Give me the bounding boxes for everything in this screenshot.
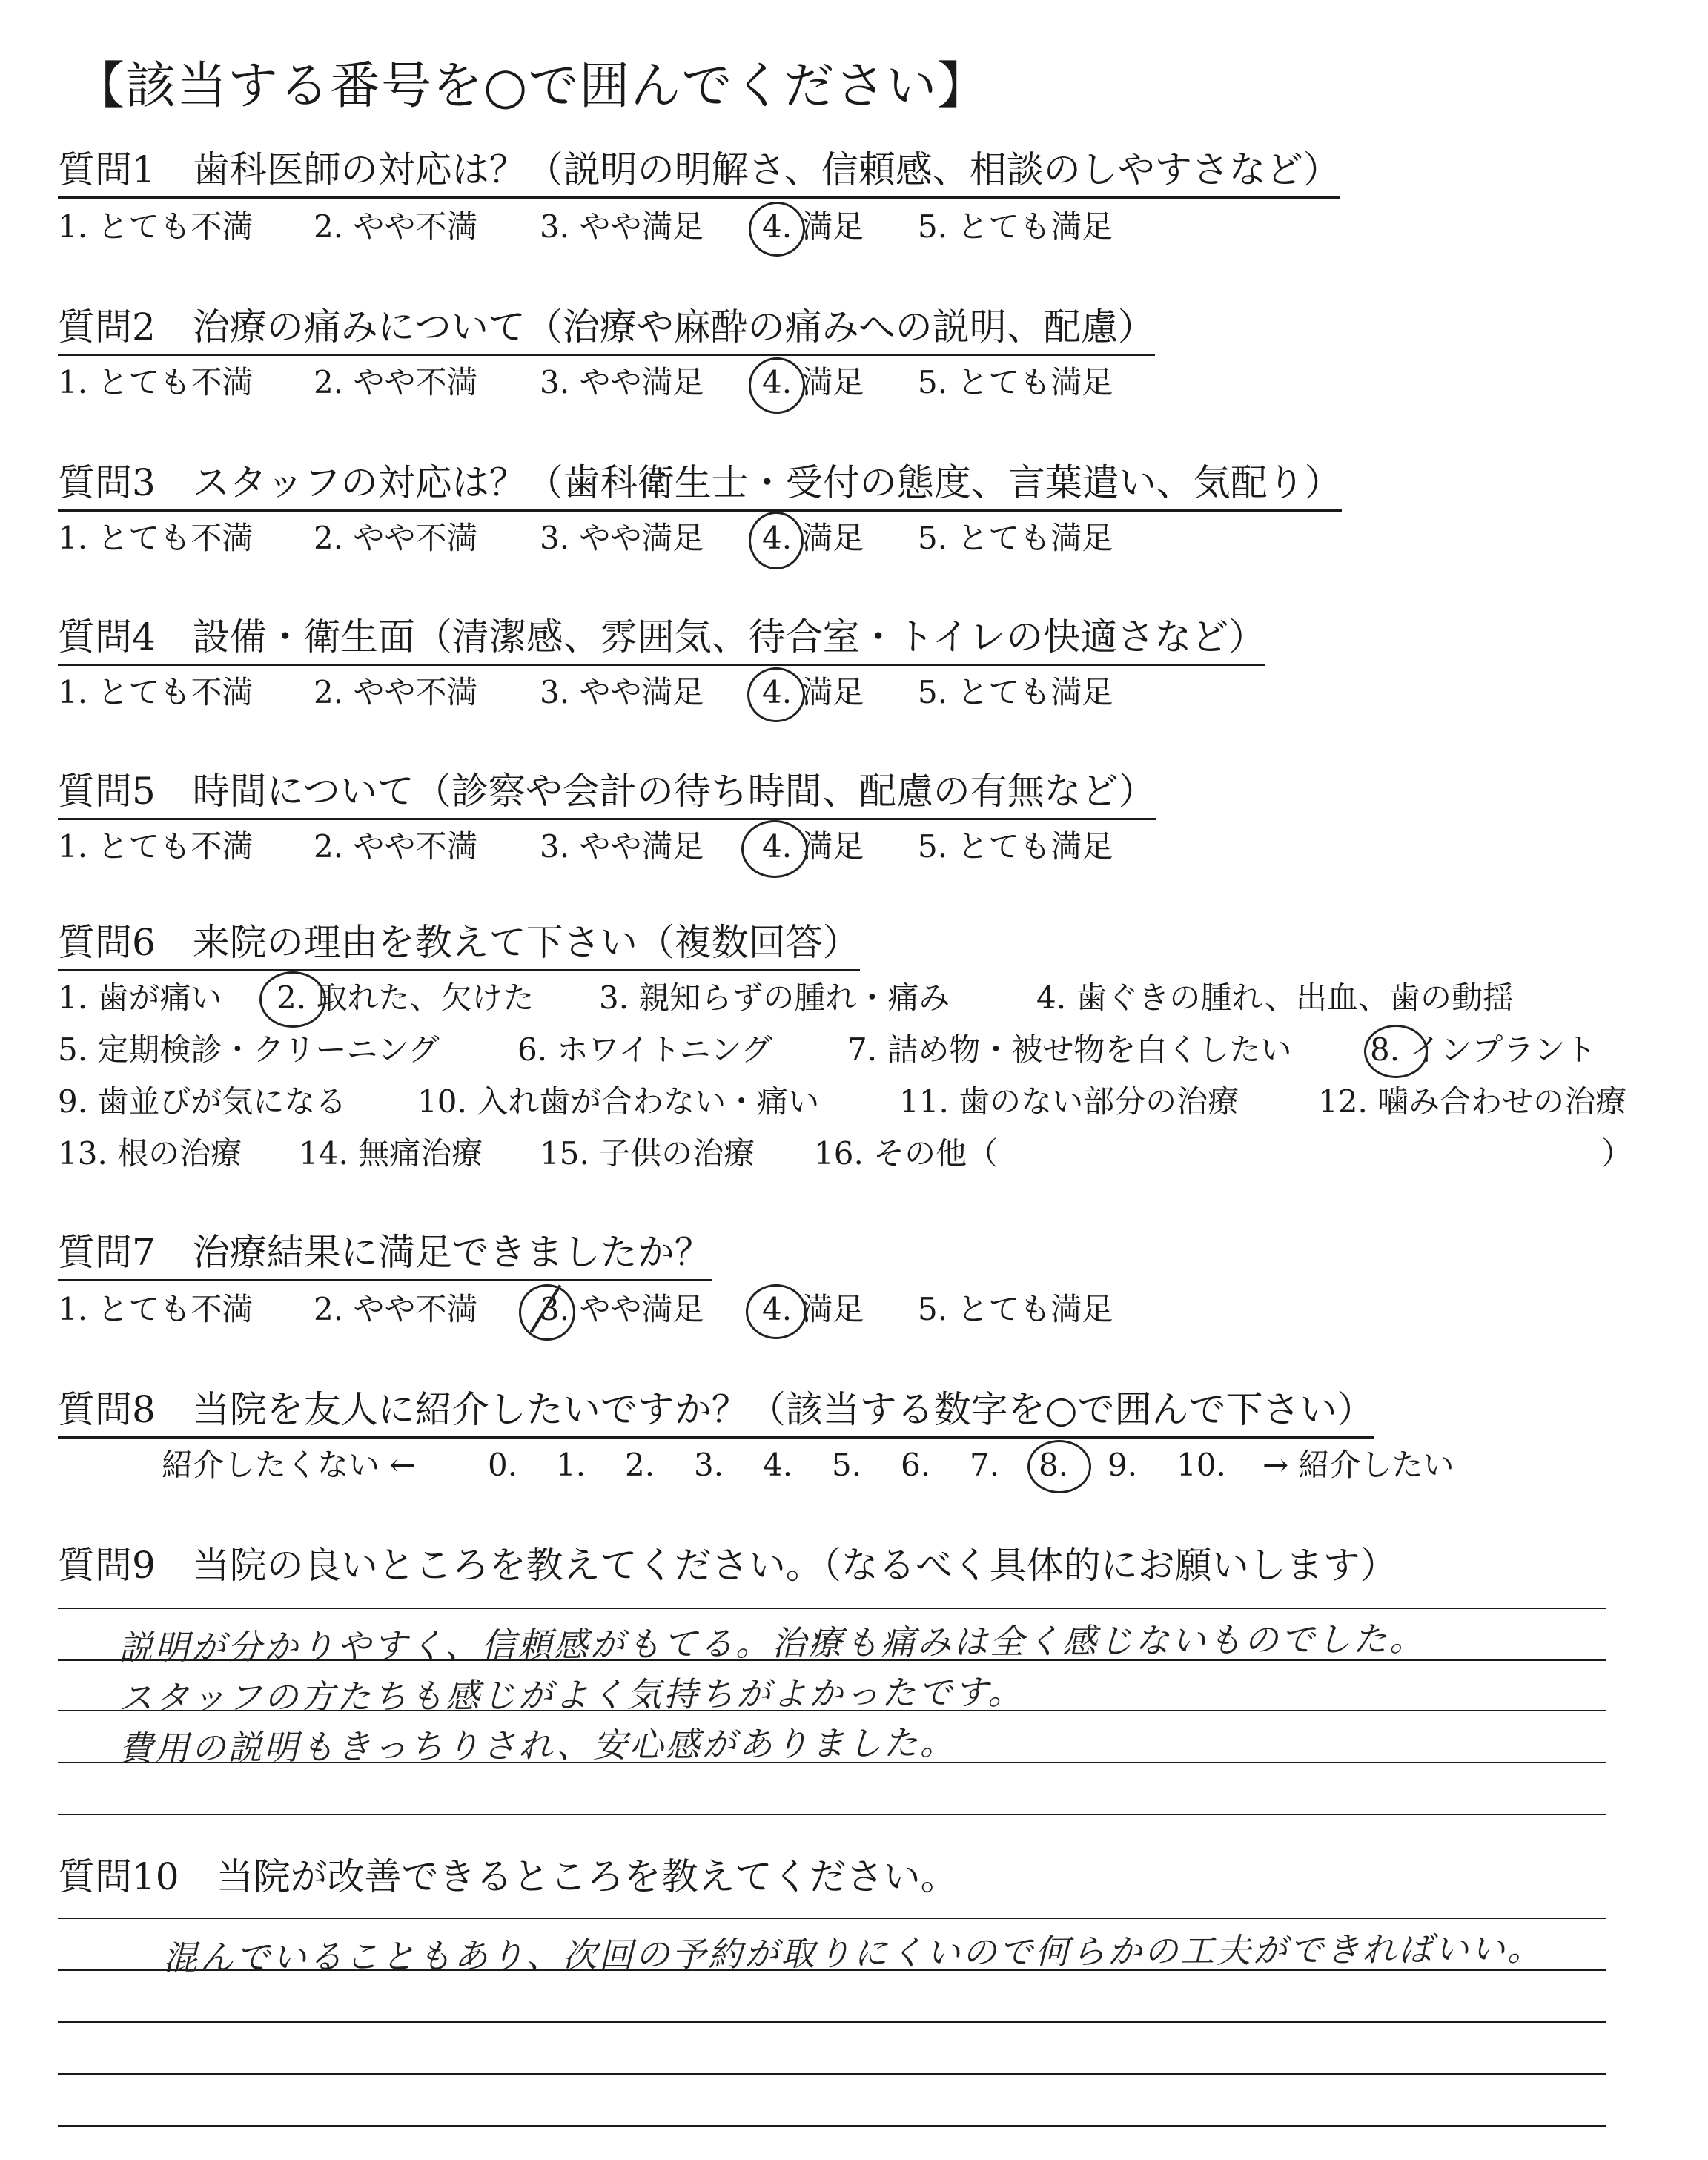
- q8-value-9[interactable]: 9.: [1108, 1447, 1138, 1483]
- q1-option-1[interactable]: 1. とても不満: [58, 208, 254, 245]
- q4-option-5[interactable]: 5. とても満足: [918, 674, 1113, 710]
- q4-option-3[interactable]: 3. やや満足: [540, 674, 704, 710]
- q7-heading: 質問7 治療結果に満足できましたか？: [58, 1229, 712, 1281]
- page-title: 【該当する番号を○で囲んでください】: [74, 57, 989, 116]
- q6-option-8[interactable]: 8. インプラント: [1370, 1031, 1597, 1068]
- q7-option-1[interactable]: 1. とても不満: [58, 1291, 254, 1327]
- q7-options: [58, 1289, 1318, 1330]
- q6-option-5[interactable]: 5. 定期検診・クリーニング: [58, 1031, 440, 1068]
- q8-value-8[interactable]: 8.: [1039, 1447, 1069, 1483]
- q8-value-1[interactable]: 1.: [556, 1447, 586, 1483]
- q8-value-3[interactable]: 3.: [694, 1447, 724, 1483]
- q2-option-1[interactable]: 1. とても不満: [58, 364, 254, 400]
- q6-option-10[interactable]: 10. 入れ歯が合わない・痛い: [417, 1083, 820, 1120]
- q3-heading: 質問3 スタッフの対応は？（歯科衛生士・受付の態度、言葉遣い、気配り）: [58, 460, 1342, 512]
- q6-option-14[interactable]: 14. 無痛治療: [299, 1135, 483, 1172]
- q5-options: [58, 826, 1318, 868]
- q2-option-2[interactable]: 2. やや不満: [314, 364, 478, 400]
- q4-options: [58, 672, 1318, 713]
- q6-option-13[interactable]: 13. 根の治療: [58, 1135, 242, 1172]
- q10-heading: 質問10 当院が改善できるところを教えてください。: [58, 1855, 958, 1898]
- q1-heading: 質問1 歯科医師の対応は？（説明の明解さ、信頼感、相談のしやすさなど）: [58, 147, 1340, 199]
- q6-heading: 質問6 来院の理由を教えて下さい（複数回答）: [58, 919, 860, 971]
- q8-heading: 質問8 当院を友人に紹介したいですか？（該当する数字を○で囲んで下さい）: [58, 1387, 1374, 1439]
- q6-option-11[interactable]: 11. 歯のない部分の治療: [899, 1083, 1239, 1120]
- q4-option-1[interactable]: 1. とても不満: [58, 674, 254, 710]
- q7-option-5[interactable]: 5. とても満足: [918, 1291, 1113, 1327]
- q5-heading: 質問5 時間について（診察や会計の待ち時間、配慮の有無など）: [58, 768, 1156, 820]
- q9-answer-line-2: スタッフの方たちも感じがよく気持ちがよかったです。: [118, 1671, 1025, 1719]
- q7-option-2[interactable]: 2. やや不満: [314, 1291, 478, 1327]
- q8-right-label: → 紹介したい: [1262, 1447, 1454, 1483]
- q6-other-close-paren: ）: [1601, 1135, 1633, 1172]
- q7-option-3[interactable]: 3. やや満足: [540, 1291, 704, 1327]
- q2-option-4[interactable]: 4. 満足: [762, 364, 864, 400]
- q3-option-4[interactable]: 4. 満足: [762, 520, 864, 556]
- q8-value-10[interactable]: 10.: [1176, 1447, 1226, 1483]
- q2-options: [58, 362, 1318, 403]
- q6-option-15[interactable]: 15. 子供の治療: [540, 1135, 755, 1172]
- q8-value-2[interactable]: 2.: [625, 1447, 655, 1483]
- q10-rule-1: [58, 1918, 1606, 1919]
- q2-heading: 質問2 治療の痛みについて（治療や麻酔の痛みへの説明、配慮）: [58, 304, 1155, 356]
- q3-option-1[interactable]: 1. とても不満: [58, 520, 254, 556]
- q1-option-5[interactable]: 5. とても満足: [918, 208, 1113, 245]
- q5-option-5[interactable]: 5. とても満足: [918, 828, 1113, 865]
- q2-option-3[interactable]: 3. やや満足: [540, 364, 704, 400]
- q4-option-4[interactable]: 4. 満足: [762, 674, 864, 710]
- q8-value-0[interactable]: 0.: [488, 1447, 518, 1483]
- q10-answer-line-1: 混んでいることもあり、次回の予約が取りにくいので何らかの工夫ができればいい。: [162, 1928, 1544, 1978]
- q6-row-3: [58, 1081, 1652, 1123]
- q10-rule-3: [58, 2021, 1606, 2023]
- q10-rule-5: [58, 2125, 1606, 2127]
- q9-rule-1: [58, 1608, 1606, 1609]
- q1-options: [58, 206, 1318, 248]
- q8-scale: [58, 1444, 1540, 1486]
- q6-option-12[interactable]: 12. 噛み合わせの治療: [1318, 1083, 1627, 1120]
- q5-option-2[interactable]: 2. やや不満: [314, 828, 478, 865]
- q6-option-2[interactable]: 2. 取れた、欠けた: [277, 980, 534, 1016]
- q3-option-3[interactable]: 3. やや満足: [540, 520, 704, 556]
- q9-rule-5: [58, 1814, 1606, 1815]
- q6-option-4[interactable]: 4. 歯ぐきの腫れ、出血、歯の動揺: [1036, 980, 1514, 1016]
- q3-option-2[interactable]: 2. やや不満: [314, 520, 478, 556]
- q1-option-3[interactable]: 3. やや満足: [540, 208, 704, 245]
- q6-option-3[interactable]: 3. 親知らずの腫れ・痛み: [599, 980, 950, 1016]
- q6-option-9[interactable]: 9. 歯並びが気になる: [58, 1083, 347, 1120]
- q8-value-7[interactable]: 7.: [970, 1447, 1000, 1483]
- q8-value-6[interactable]: 6.: [901, 1447, 931, 1483]
- q6-row-4: [58, 1133, 1652, 1175]
- q6-row-1: [58, 977, 1652, 1019]
- q5-option-1[interactable]: 1. とても不満: [58, 828, 254, 865]
- q4-option-2[interactable]: 2. やや不満: [314, 674, 478, 710]
- q8-value-4[interactable]: 4.: [763, 1447, 793, 1483]
- q6-row-2: [58, 1029, 1652, 1071]
- q6-option-16[interactable]: 16. その他（: [814, 1135, 999, 1172]
- q3-options: [58, 518, 1318, 559]
- q9-answer-line-1: 説明が分かりやすく、信頼感がもてる。治療も痛みは全く感じないものでした。: [118, 1618, 1426, 1668]
- q1-option-2[interactable]: 2. やや不満: [314, 208, 478, 245]
- q5-option-4[interactable]: 4. 満足: [762, 828, 864, 865]
- q8-left-label: 紹介したくない ←: [162, 1447, 416, 1483]
- q9-answer-line-3: 費用の説明もきっちりされ、安心感がありました。: [118, 1723, 956, 1768]
- q4-heading: 質問4 設備・衛生面（清潔感、雰囲気、待合室・トイレの快適さなど）: [58, 614, 1265, 666]
- q7-option-4[interactable]: 4. 満足: [762, 1291, 864, 1327]
- q5-option-3[interactable]: 3. やや満足: [540, 828, 704, 865]
- q3-option-5[interactable]: 5. とても満足: [918, 520, 1113, 556]
- q9-heading: 質問9 当院の良いところを教えてください。（なるべく具体的にお願いします）: [58, 1544, 1397, 1587]
- q10-rule-4: [58, 2073, 1606, 2075]
- q6-option-1[interactable]: 1. 歯が痛い: [58, 980, 222, 1016]
- q6-option-7[interactable]: 7. 詰め物・被せ物を白くしたい: [847, 1031, 1292, 1068]
- q1-option-4[interactable]: 4. 満足: [762, 208, 864, 245]
- q2-option-5[interactable]: 5. とても満足: [918, 364, 1113, 400]
- q8-value-5[interactable]: 5.: [832, 1447, 862, 1483]
- q6-option-6[interactable]: 6. ホワイトニング: [517, 1031, 772, 1068]
